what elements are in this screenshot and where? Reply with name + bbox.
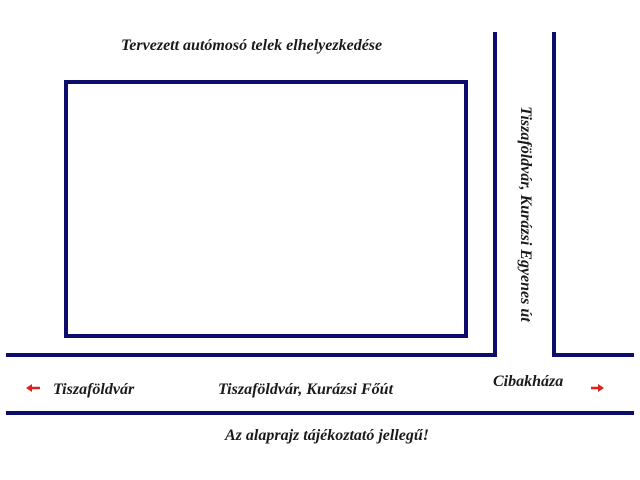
- diagram-title: Tervezett autómosó telek elhelyezkedése: [121, 37, 383, 54]
- planned-lot-outline: [66, 82, 466, 336]
- right-direction-label: Cibakháza: [493, 373, 564, 390]
- arrow-left-icon: [26, 384, 40, 392]
- left-direction-label: Tiszaföldvár: [53, 381, 135, 398]
- arrow-right-icon: [591, 384, 604, 392]
- main-street-label: Tiszaföldvár, Kurázsi Főút: [218, 381, 394, 398]
- disclaimer-note: Az alaprajz tájékoztató jellegű!: [225, 427, 430, 444]
- side-street-label: Tiszaföldvár, Kurázsi Egyenes út: [517, 106, 534, 322]
